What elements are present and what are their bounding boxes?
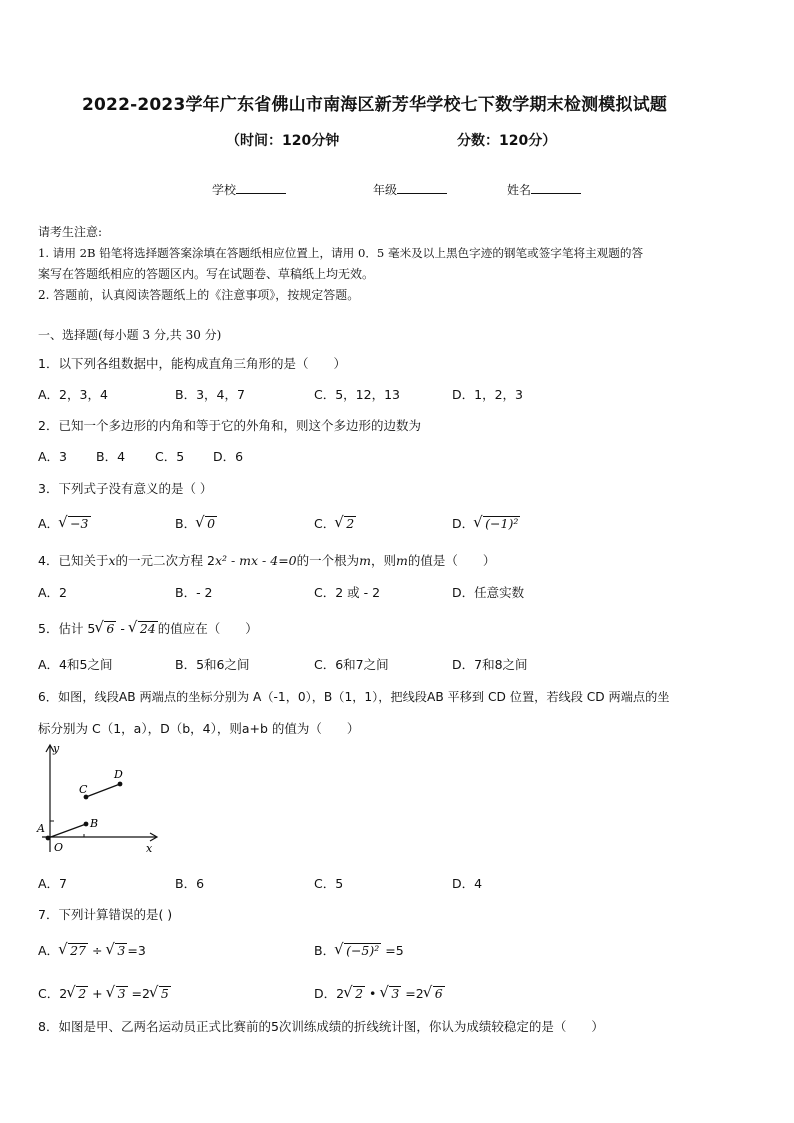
question-6-option-b: B．6 — [175, 876, 205, 891]
stem-part: 的值应在（ ） — [157, 621, 258, 636]
option-d-label: D．2 — [314, 986, 345, 1001]
sqrt-symbol — [59, 943, 88, 958]
result: =2 — [127, 986, 150, 1001]
question-7-option-d — [314, 984, 445, 1002]
sqrt-symbol — [59, 516, 90, 531]
question-3-option-d — [452, 514, 520, 532]
radicand: 27 — [70, 943, 86, 958]
operator: ÷ — [87, 943, 107, 958]
question-1-stem: 1．以下列各组数据中，能构成直角三角形的是（ ） — [38, 356, 346, 371]
sqrt-symbol — [67, 986, 88, 1001]
sqrt-symbol — [107, 986, 128, 1001]
sqrt-symbol — [344, 986, 365, 1001]
option-b-label: B． — [175, 516, 197, 531]
section-title: 一、选择题(每小题 3 分,共 30 分) — [38, 328, 222, 342]
question-6-stem-line-2: 标分别为 C（1，a），D（b，4），则a+b 的值为（ ） — [38, 721, 360, 736]
exam-time: （时间：120分钟 — [226, 133, 340, 149]
point-d — [118, 782, 123, 787]
result: =5 — [381, 943, 404, 958]
stem-part: - — [116, 621, 129, 636]
sqrt-symbol — [335, 943, 381, 958]
question-5-option-d: D．7和8之间 — [452, 657, 528, 672]
stem-part: 的一元二次方程 2 — [115, 553, 215, 568]
notes-line-1b: 案写在答题纸相应的答题区内。写在试题卷、草稿纸上均无效。 — [38, 267, 375, 281]
question-7-option-a — [38, 941, 146, 959]
option-d-label: D． — [452, 516, 475, 531]
option-b-label: B． — [314, 943, 336, 958]
question-3-option-c — [314, 514, 356, 532]
notes-heading: 请考生注意: — [38, 225, 103, 239]
question-4-option-d: D．任意实数 — [452, 585, 525, 600]
segment-ab — [48, 824, 86, 838]
operator: + — [88, 986, 107, 1001]
name-field — [507, 181, 581, 198]
question-5-option-b: B．5和6之间 — [175, 657, 250, 672]
label-a: A — [37, 822, 45, 835]
school-blank — [236, 181, 286, 194]
grade-field — [373, 181, 447, 198]
exam-score: 分数：120分） — [457, 133, 557, 149]
radicand: (−1)² — [485, 516, 519, 531]
label-d: D — [114, 768, 123, 781]
radicand: 2 — [78, 986, 87, 1001]
school-field — [212, 181, 286, 198]
radicand: 24 — [139, 621, 156, 636]
radicand: 6 — [106, 621, 115, 636]
sqrt-symbol — [380, 986, 401, 1001]
variable-m: m — [359, 553, 372, 568]
stem-part: 5．估计 5 — [38, 621, 96, 636]
question-6-option-c: C．5 — [314, 876, 344, 891]
question-8-stem: 8．如图是甲、乙两名运动员正式比赛前的5次训练成绩的折线统计图，你认为成绩较稳定的是（ ） — [38, 1019, 604, 1034]
question-6-option-d: D．4 — [452, 876, 483, 891]
school-label: 学校 — [212, 183, 237, 197]
question-1-option-b: B．3，4，7 — [175, 387, 245, 402]
radicand: 6 — [434, 986, 443, 1001]
question-2-option-c: C．5 — [155, 449, 185, 464]
point-b — [84, 822, 89, 827]
point-a — [46, 836, 51, 841]
question-1-option-d: D．1，2，3 — [452, 387, 523, 402]
sqrt-symbol — [95, 621, 116, 636]
question-3-stem: 3．下列式子没有意义的是（ ） — [38, 481, 213, 496]
radicand: 5 — [160, 986, 169, 1001]
label-b: B — [90, 817, 99, 830]
name-label: 姓名 — [507, 183, 532, 197]
question-2-option-d: D．6 — [213, 449, 244, 464]
sqrt-symbol — [129, 621, 158, 636]
question-5-option-a: A．4和5之间 — [38, 657, 113, 672]
equation: x² - mx - 4=0 — [214, 553, 297, 568]
question-2-option-a: A．3 — [38, 449, 68, 464]
question-4-option-b: B．- 2 — [175, 585, 213, 600]
question-2-option-b: B．4 — [96, 449, 126, 464]
question-4-option-c: C．2 或 - 2 — [314, 585, 381, 600]
question-2-stem: 2．已知一个多边形的内角和等于它的外角和，则这个多边形的边数为 — [38, 418, 421, 433]
question-7-option-b — [314, 941, 404, 959]
radicand: −3 — [70, 516, 89, 531]
sqrt-symbol — [424, 986, 445, 1001]
label-o: O — [54, 841, 64, 854]
stem-part: 的值是（ ） — [407, 553, 496, 568]
stem-part: 4．已知关于 — [38, 553, 109, 568]
option-c-label: C．2 — [38, 986, 68, 1001]
question-5-stem — [38, 619, 258, 637]
name-blank — [531, 181, 581, 194]
radicand: 2 — [346, 516, 355, 531]
sqrt-symbol — [106, 943, 127, 958]
question-5-option-c: C．6和7之间 — [314, 657, 389, 672]
sqrt-symbol — [335, 516, 356, 531]
question-7-stem: 7．下列计算错误的是( ) — [38, 907, 173, 922]
grade-label: 年级 — [373, 183, 398, 197]
option-c-label: C． — [314, 516, 336, 531]
result: =2 — [401, 986, 424, 1001]
radicand: 3 — [117, 986, 126, 1001]
stem-part: ，则 — [371, 553, 397, 568]
radicand: 2 — [355, 986, 364, 1001]
variable-x: x — [108, 553, 116, 568]
radicand: 0 — [207, 516, 216, 531]
question-7-option-c — [38, 984, 171, 1002]
sqrt-symbol — [474, 516, 520, 531]
operator: • — [365, 986, 381, 1001]
result: =3 — [127, 943, 146, 958]
label-c: C — [79, 783, 88, 796]
question-1-option-c: C．5，12，13 — [314, 387, 400, 402]
radicand: 3 — [391, 986, 400, 1001]
question-3-option-b — [175, 514, 217, 532]
exam-title: 2022-2023学年广东省佛山市南海区新芳华学校七下数学期末检测模拟试题 — [82, 95, 668, 115]
option-a-label: A． — [38, 516, 60, 531]
question-6-figure — [34, 740, 164, 860]
sqrt-symbol — [196, 516, 217, 531]
radicand: (−5)² — [346, 943, 380, 958]
notes-line-1a: 1. 请用 2B 铅笔将选择题答案涂填在答题纸相应位置上，请用 0．5 毫米及以上黑色字迹的钢笔或签字笔将主观题的答 — [38, 246, 644, 260]
question-3-option-a — [38, 514, 91, 532]
notes-line-2: 2. 答题前，认真阅读答题纸上的《注意事项》，按规定答题。 — [38, 288, 360, 302]
question-6-option-a: A．7 — [38, 876, 68, 891]
grade-blank — [397, 181, 447, 194]
stem-part: 的一个根为 — [296, 553, 360, 568]
question-1-option-a: A．2，3，4 — [38, 387, 108, 402]
label-x: x — [146, 842, 153, 855]
variable-m: m — [396, 553, 408, 568]
question-6-stem-line-1: 6．如图，线段AB 两端点的坐标分别为 A（-1，0），B（1，1），把线段AB 平移到 CD 位置，若线段 CD 两端点的坐 — [38, 690, 670, 704]
radicand: 3 — [117, 943, 126, 958]
label-y: y — [53, 742, 60, 755]
option-a-label: A． — [38, 943, 60, 958]
question-4-stem — [38, 551, 495, 569]
sqrt-symbol — [150, 986, 171, 1001]
segment-cd — [86, 784, 120, 797]
question-4-option-a: A．2 — [38, 585, 68, 600]
